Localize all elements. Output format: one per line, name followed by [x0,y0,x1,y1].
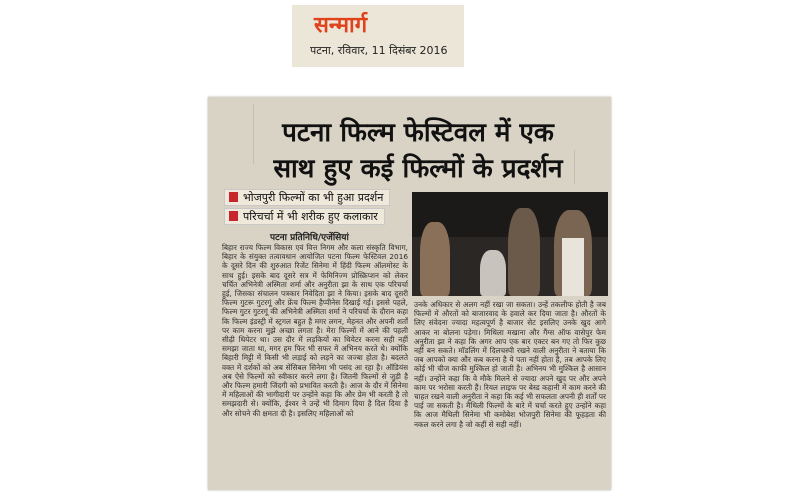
headline-line-1: पटना फिल्म फेस्टिवल में एक [282,118,554,148]
photo-person-child [480,250,506,296]
newspaper-logo: सन्मार्ग [314,13,368,38]
article-text-right: उनके अधिकार से अलग नहीं रखा जा सकता। उन्हें तकलीफ होती है जब फिल्मों में औरतों को बाजारवाद के हवाले कर दिया जाता है। औरतों के लिए संवेदना ज्यादा महत्वपूर्ण है बाजार सेट इसलिए उनके खुद आगे आकर ना बोलना पड़ेगा। मिथिला मखाना और गैंग्स ऑफ वासेपुर फेम अनुरीता झा ने कहा कि अगर आप एक बार एक्टर बन गए तो फिर कुछ नहीं बन सकते। मॉडलिंग में दिलचस्पी रखने वाली अनुरीता ने बताया कि जब आपको क्या और कब करना है ये पता नहीं होता है, तब आपके लिए कोई भी चीज काफी मुश्किल हो जाती है। अभिनय भी मुश्किल है आसान नहीं। उन्होंने कहा कि वे मौके मिलने से ज्यादा अपने खुद पर और अपने काम पर भरोसा करती हैं। रियल लाइफ पर बेस्ड कहानी में काम करने की चाहत रखने वाली अनुरीता ने कहा कि कई भी सफलता अपनी ही शर्तों पर पाई जा सकती है। मैथिली फिल्मों के बारे में चर्चा करते हुए उन्होंने कहा कि आज मैथिली सिनेमा भी कमोबेश भोजपुरी सिनेमा की फूहड़ता की नकल करने लगा है जो कहीं से सही नहीं। [414,300,606,429]
subhead-text: परिचर्चा में भी शरीक हुए कलाकार [243,210,378,223]
bleed-through-text-right [574,150,609,184]
article-text-left: बिहार राज्य फिल्म विकास एवं वित्त निगम और कला संस्कृति विभाग, बिहार के संयुक्त तत्वावधान आयोजित पटना फिल्म फेस्टिवल 2016 के दूसरे दिन की शुरुआत रिजेंट सिनेमा में हिंदी फिल्म ऑलमोस्ट के साथ हुई। इसके बाद दूसरे सत्र में फेमिनिज्म प्रोस्क्रिप्शन को लेकर चर्चित अभिनेत्री अस्मिता शर्मा और अनुरीता झा के साथ एक परिचर्चा हुई, जिसका संचालन पत्रकार निवेदिता झा ने किया। इसके बाद दूसरी फिल्म गुटरू गुटरगूं और फ्रेंच फिल्म हैप्पीनेस दिखाई गई। इससे पहले, फिल्म गुटर गुटरगूं की अभिनेत्री अस्मिता शर्मा ने परिचर्चा के दौरान कहा कि फिल्म इंडस्ट्री में स्ट्रगल बहुत है मगर लगन, मेहनत और अपनी शर्तों पर काम करना मुझे अच्छा लगता है। मेरा फिल्मों में आने की पहली सीढ़ी थियेटर था। उस दौर में लड़कियों का थियेटर करना सही नहीं समझा जाता था, मगर हम फिर भी सफर में अभिनय करते थे। क्योंकि बिहारी मिट्टी में किसी भी लड़ाई को लड़ने का जज्बा होता है। बदलते वक्त में दर्शकों को अब सेंसिबल सिनेमा भी पसंद आ रहा है। ऑडियंस अब ऐसे फिल्मों को स्वीकार करने लगा है। जितनी फिल्मों से जुड़ी है और फिल्म हमारी जिंदगी को प्रभावित करती है। आज के दौर में सिनेमा में महिलाओं की भागीदारी पर उन्होंने कहा कि और प्रेम भी करती है तो समझदारी से। क्योंकि, ईश्वर ने उन्हें भी दिमाग दिया है दिल दिया है और सोचने की क्षमता दी है। इसलिए महिलाओं को [222,243,408,418]
article-column-right [414,300,606,486]
photo-person-center [508,208,540,296]
subhead-panel-discussion [224,208,385,225]
photo-person-left [420,222,450,296]
event-photo [412,192,608,296]
dateline: पटना, रविवार, 11 दिसंबर 2016 [310,44,448,57]
subhead-bhojpuri-films [224,189,390,206]
subhead-marker-icon [229,192,238,202]
bleed-through-text-left [213,104,254,164]
article-column-left [222,243,408,486]
byline: पटना प्रतिनिधि/एजेंसियां [270,233,349,243]
headline-line-2: साथ हुए कई फिल्मों के प्रदर्शन [273,154,563,184]
subhead-text: भोजपुरी फिल्मों का भी हुआ प्रदर्शन [243,191,384,204]
subhead-marker-icon [229,211,238,221]
